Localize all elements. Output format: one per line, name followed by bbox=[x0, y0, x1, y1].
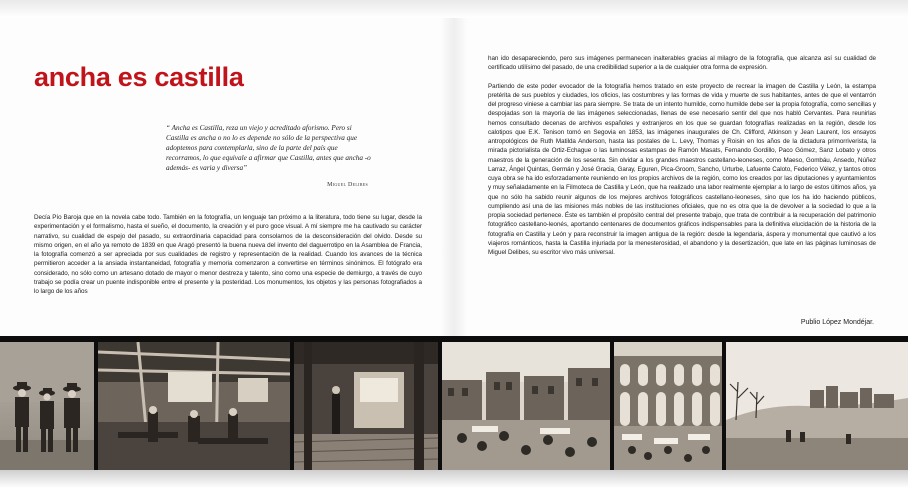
photo-hilltop-village bbox=[726, 342, 908, 470]
left-paragraph: Decía Pío Baroja que en la novela cabe todo. También en la fotografía, un lenguaje tan próximo a la literatura, todo tiene su lugar, desde la experimentación y el formalismo, hasta el sueño, el documento, la creación y el puro goce visual. A mí siempre me ha cautivado su carácter narrativo, su cualidad de espejo del pasado, su extraordinaria capacidad para consolarnos de la desconsideración del olvido. Desde su mismo origen, en el año ya remoto de 1839 en que Aragó presentó la buena nueva del invento del daguerrotipo en la Asamblea de Francia, la fotografía comenzó a ser apreciada por sus cualidades de registro y representación de la realidad. Cuando los avances de la técnica permitieron acceder a la ansiada instantaneidad, fotografía y memoria comenzaron a convertirse en términos sinónimos. El fotógrafo era considerado, no sólo como un artesano dotado de mayor o menor destreza y talento, sino como una especie de demiurgo, a través de cuyo trabajo se podía crear un puente indisponible entre el presente y la posteridad. Los monumentos, los objetos y las personas fotografiados a lo largo de los años bbox=[34, 214, 422, 295]
book-gutter bbox=[440, 18, 468, 336]
photo-aqueduct-market bbox=[614, 342, 722, 470]
photo-barn-interior bbox=[294, 342, 438, 470]
author-signature: Publio López Mondéjar. bbox=[800, 319, 874, 326]
page-title: ancha es castilla bbox=[34, 62, 244, 92]
right-paragraph-2: Partiendo de este poder evocador de la fotografía hemos tratado en este proyecto de recrear la imagen de Castilla y León, la estampa pretérita de sus pueblos y ciudades, los oficios, las costumbres y las formas de vida y muerte de sus habitantes, antes de que el ventarrón del progreso viniese a cambiar las para siempre. Se trata de un intento humilde, como humilde debe ser la propia fotografía, como sencillas y despojadas son la mayoría de las imágenes seleccionadas, llenas de ese necesario sentir del que nos habló Cervantes. Para reunirlas hemos consultado decenas de archivos españoles y extranjeros en los que se guardan fotografías realizadas en la región, desde los calotipos que E.K. Tenison tomó en Segovia en 1853, las imágenes inaugurales de Ch. Clifford, Atkinson y Jean Laurent, los ensayos antropológicos de Ruth Matilda Anderson, hasta las postales de L. Levy, Thomas y Roisin en los años de la dictadura primorriverista, la mirada pictorialista de Ortiz-Echague o las luminosas estampas de Ramón Masats, Fernando Gordillo, Paco Gómez, Sanz Lobato y otros maestros de la generación de los sesenta. Sin olvidar a los grandes maestros castellano-leoneses, como Maeso, Gombáu, Ansedo, Núñez Larraz, Ángel Quintas, Germán y José Gracia, Garay, Eguren, Pica-Groom, Sancho, Urturbe, Lafuente Caloto, Federico Vélez, y tantos otros cuya obra se ha ido esforzadamente reuniendo en los propios archivos de la región, como los creados por las diputaciones y ayuntamientos y muy señaladamente en la Filmoteca de Castilla y León, que ha realizado una labor realmente ejemplar a lo largo de estos últimos años, ya que no sólo ha sabido reunir algunos de los mejores archivos fotográficos castellano-leoneses, sino que los ha ido haciendo públicos, cumpliendo así una de las misiones más nobles de las instituciones oficiales, que no es otra que la de devolver a la sociedad lo que a la propia sociedad pertenece. Éste es también el propósito central del presente trabajo, que trata de contribuir a la recuperación del patrimonio fotográfico castellano-leonés, aportando centenares de documentos gráficos indispensables para la definitiva elucidación de la historia de la fotografía en Castilla y León y para reconstruir la imagen antigua de la región: desde la legendaria, áspera y monumental que cautivó a los viajeros románticos, hasta la Castilla injuriada por la menesterosidad, el abandono y la desertización, que late en las páginas luminosas de Miguel Delibes, su escritor vivo más universal. bbox=[488, 82, 876, 256]
page-bottom-shadow bbox=[0, 470, 908, 488]
right-text-column bbox=[488, 54, 876, 257]
page-top-shadow bbox=[0, 0, 908, 18]
epigraph-author: Miguel Delibes bbox=[327, 182, 368, 188]
photo-three-men-in-hats bbox=[0, 342, 94, 470]
photo-workshop-interior bbox=[98, 342, 290, 470]
right-paragraph-1: han ido desapareciendo, pero sus imágenes permanecen inalterables gracias al milagro de la fotografía, que alcanza así su cualidad de certificado utilísimo del pasado, de una credibilidad superior a la de cualquier otra forma de expresión. bbox=[488, 55, 876, 72]
photo-town-market bbox=[442, 342, 610, 470]
left-text-column bbox=[34, 213, 422, 296]
epigraph-quote: “ Ancha es Castilla, reza un viejo y acreditado aforismo. Pero si Castilla es ancha o no lo es depende no sólo de la perspectiva que adoptemos para contemplarla, sino de la parte del país que recorramos, lo que equivale a afirmar que Castilla, antes que ancha -o además- es varia y diversa” bbox=[166, 124, 371, 172]
